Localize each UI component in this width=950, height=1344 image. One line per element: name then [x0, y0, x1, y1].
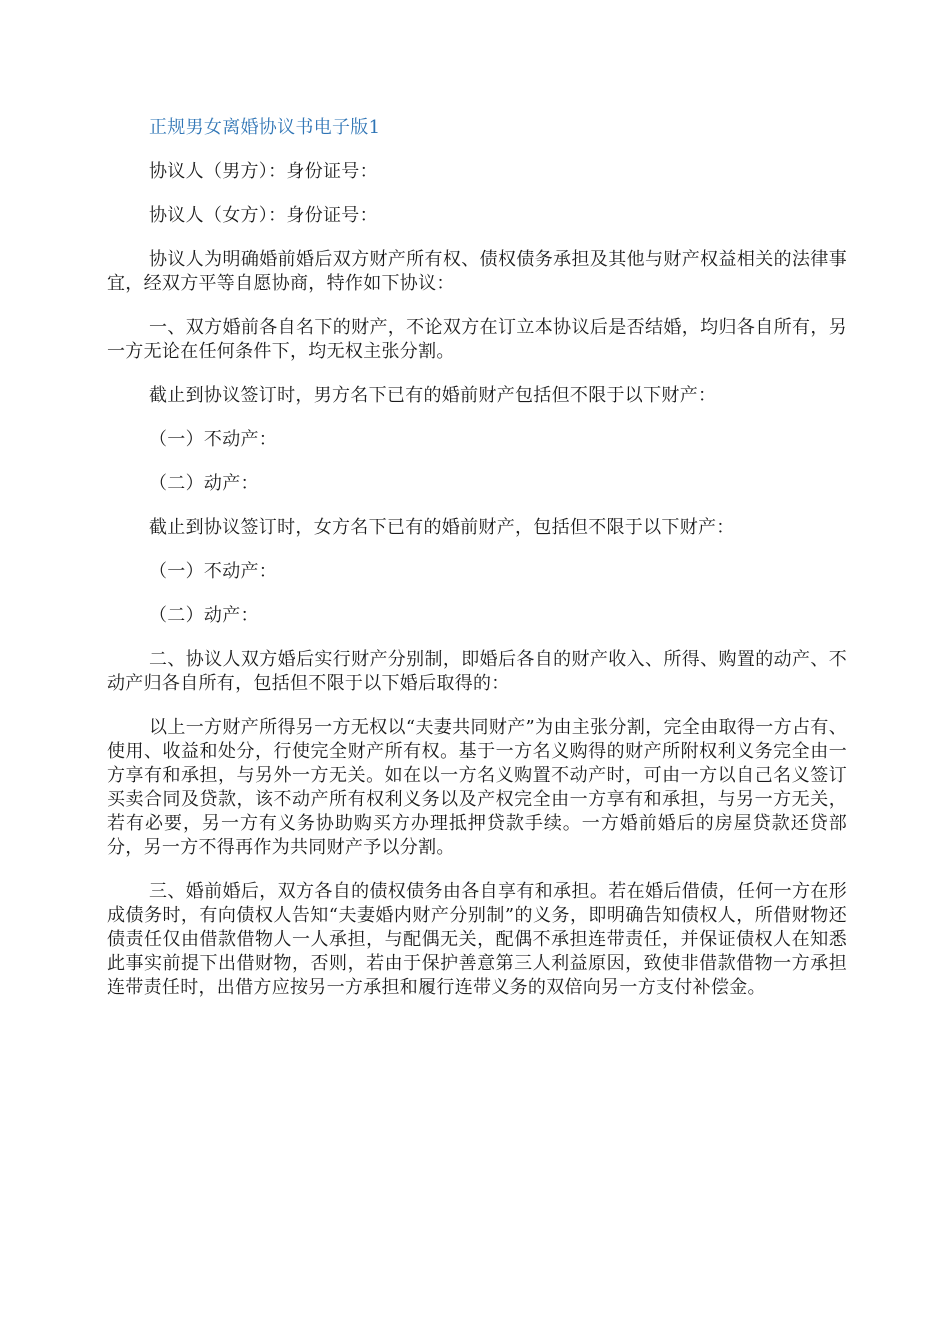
clause-three-paragraph: 三、婚前婚后，双方各自的债权债务由各自享有和承担。若在婚后借债，任何一方在形成债务时，有向债权人告知“夫妻婚内财产分别制”的义务，即明确告知债权人，所借财物还债责任仅由借款借物人一人承担，与配偶无关，配偶不承担连带责任，并保证债权人在知悉此事实前提下出借财物，否则，若由于保护善意第三人利益原因，致使非借款借物一方承担连带责任时，出借方应按另一方承担和履行连带义务的双倍向另一方支付补偿金。 [107, 881, 847, 998]
female-real-estate-item: （一）不动产： [149, 561, 278, 582]
separate-property-paragraph: 以上一方财产所得另一方无权以“夫妻共同财产”为由主张分割，完全由取得一方占有、使用、收益和处分，行使完全财产所有权。基于一方名义购得的财产所附权利义务完全由一方享有和承担，与另外一方无关。如在以一方名义购置不动产时，可由一方以自己名义签订买卖合同及贷款，该不动产所有权利义务以及产权完全由一方享有和承担，与另一方无关，若有必要，另一方有义务协助购买方办理抵押贷款手续。一方婚前婚后的房屋贷款还贷部分，另一方不得再作为共同财产予以分割。 [107, 717, 847, 858]
male-premarital-assets-intro: 截止到协议签订时，男方名下已有的婚前财产包括但不限于以下财产： [149, 385, 717, 406]
female-premarital-assets-intro: 截止到协议签订时，女方名下已有的婚前财产，包括但不限于以下财产： [149, 517, 735, 538]
document-body [107, 116, 847, 1020]
male-party-line: 协议人（男方）：身份证号： [149, 161, 378, 182]
clause-two-paragraph: 二、协议人双方婚后实行财产分别制，即婚后各自的财产收入、所得、购置的动产、不动产归各自所有，包括但不限于以下婚后取得的： [107, 649, 847, 694]
male-real-estate-item: （一）不动产： [149, 429, 278, 450]
female-movable-item: （二）动产： [149, 605, 259, 626]
clause-one-paragraph: 一、双方婚前各自名下的财产，不论双方在订立本协议后是否结婚，均归各自所有，另一方无论在任何条件下，均无权主张分割。 [107, 317, 847, 362]
preamble-paragraph: 协议人为明确婚前婚后双方财产所有权、债权债务承担及其他与财产权益相关的法律事宜，经双方平等自愿协商，特作如下协议： [107, 249, 847, 294]
document-title: 正规男女离婚协议书电子版1 [149, 117, 381, 138]
female-party-line: 协议人（女方）：身份证号： [149, 205, 378, 226]
male-movable-item: （二）动产： [149, 473, 259, 494]
